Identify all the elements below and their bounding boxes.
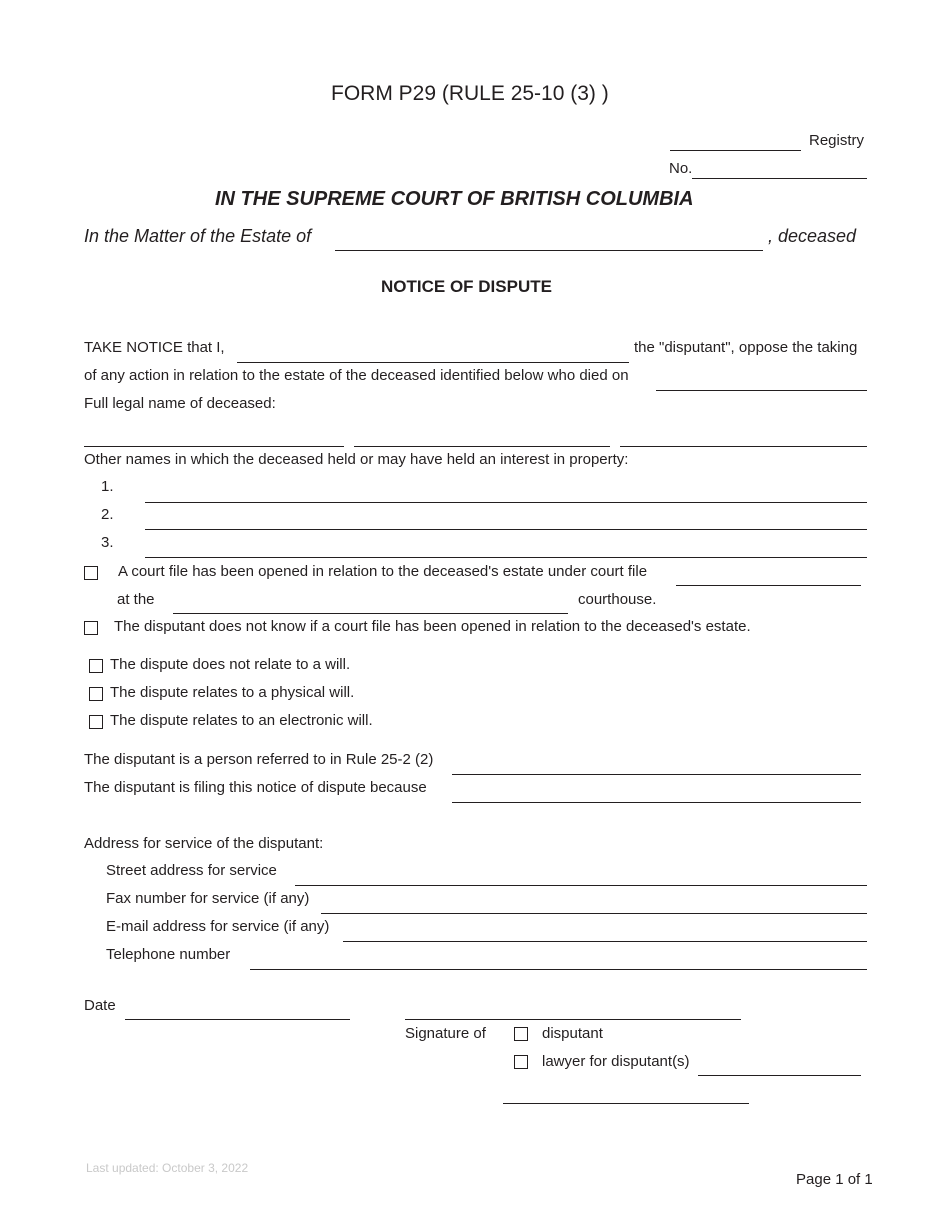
signature-lawyer-label: lawyer for disputant(s) [542, 1053, 690, 1070]
disputant-name-field[interactable] [237, 343, 629, 363]
court-file-unknown-checkbox[interactable] [84, 621, 98, 635]
deceased-first-name-field[interactable] [84, 427, 344, 447]
other-name-number: 2. [101, 506, 114, 523]
court-file-opened-checkbox[interactable] [84, 566, 98, 580]
court-title: IN THE SUPREME COURT OF BRITISH COLUMBIA [215, 188, 694, 210]
courthouse-field[interactable] [173, 594, 568, 614]
other-name-field-3[interactable] [145, 538, 867, 558]
fax-label: Fax number for service (if any) [106, 890, 310, 907]
other-name-number: 3. [101, 534, 114, 551]
telephone-label: Telephone number [106, 946, 231, 963]
filing-reason-field[interactable] [452, 783, 861, 803]
at-the-label: at the [117, 591, 155, 608]
email-field[interactable] [343, 922, 867, 942]
court-number-field[interactable] [692, 159, 867, 179]
signature-field[interactable] [405, 1000, 741, 1020]
take-notice-prefix: TAKE NOTICE that I, [84, 339, 225, 356]
court-number-label: No. [669, 160, 693, 177]
signature-lawyer-checkbox[interactable] [514, 1055, 528, 1069]
filing-because-label: The disputant is filing this notice of dispute because [84, 779, 427, 796]
rule-ref-label: The disputant is a person referred to in Rule 25-2 (2) [84, 751, 434, 768]
rule-ref-field[interactable] [452, 755, 861, 775]
estate-name-field[interactable] [335, 231, 763, 251]
take-notice-suffix: the "disputant", oppose the taking [634, 339, 858, 356]
street-label: Street address for service [106, 862, 277, 879]
signature-disputant-label: disputant [542, 1025, 603, 1042]
registry-label: Registry [809, 132, 865, 149]
electronic-will-label: The dispute relates to an electronic will. [110, 712, 373, 729]
deceased-middle-name-field[interactable] [354, 427, 610, 447]
signatory-name-field[interactable] [503, 1084, 749, 1104]
fax-field[interactable] [321, 894, 867, 914]
date-of-death-field[interactable] [656, 371, 867, 391]
notice-heading: NOTICE OF DISPUTE [381, 277, 552, 296]
date-field[interactable] [125, 1000, 350, 1020]
street-address-field[interactable] [295, 866, 867, 886]
other-name-field-1[interactable] [145, 483, 867, 503]
physical-will-label: The dispute relates to a physical will. [110, 684, 355, 701]
signature-disputant-checkbox[interactable] [514, 1027, 528, 1041]
court-file-opened-text: A court file has been opened in relation to the deceased's estate under court file [118, 563, 648, 580]
address-heading: Address for service of the disputant: [84, 835, 324, 852]
page-number: Page 1 of 1 [796, 1171, 873, 1188]
full-legal-name-label: Full legal name of deceased: [84, 395, 276, 412]
registry-field[interactable] [670, 131, 801, 151]
courthouse-label: courthouse. [578, 591, 657, 608]
physical-will-checkbox[interactable] [89, 687, 103, 701]
no-will-label: The dispute does not relate to a will. [110, 656, 351, 673]
action-text: of any action in relation to the estate of the deceased identified below who died on [84, 367, 629, 384]
other-name-number: 1. [101, 478, 114, 495]
matter-prefix: In the Matter of the Estate of [84, 226, 312, 246]
other-name-field-2[interactable] [145, 510, 867, 530]
form-title: FORM P29 (RULE 25-10 (3) ) [331, 82, 609, 105]
signature-of-label: Signature of [405, 1025, 486, 1042]
last-updated: Last updated: October 3, 2022 [86, 1161, 249, 1175]
other-names-label: Other names in which the deceased held or may have held an interest in property: [84, 451, 629, 468]
email-label: E-mail address for service (if any) [106, 918, 330, 935]
electronic-will-checkbox[interactable] [89, 715, 103, 729]
matter-suffix: , deceased [768, 226, 857, 246]
date-label: Date [84, 997, 116, 1014]
lawyer-name-field[interactable] [698, 1056, 861, 1076]
court-file-number-field[interactable] [676, 566, 861, 586]
court-file-unknown-text: The disputant does not know if a court file has been opened in relation to the deceased's estate. [114, 618, 751, 635]
deceased-last-name-field[interactable] [620, 427, 867, 447]
telephone-field[interactable] [250, 950, 867, 970]
no-will-checkbox[interactable] [89, 659, 103, 673]
